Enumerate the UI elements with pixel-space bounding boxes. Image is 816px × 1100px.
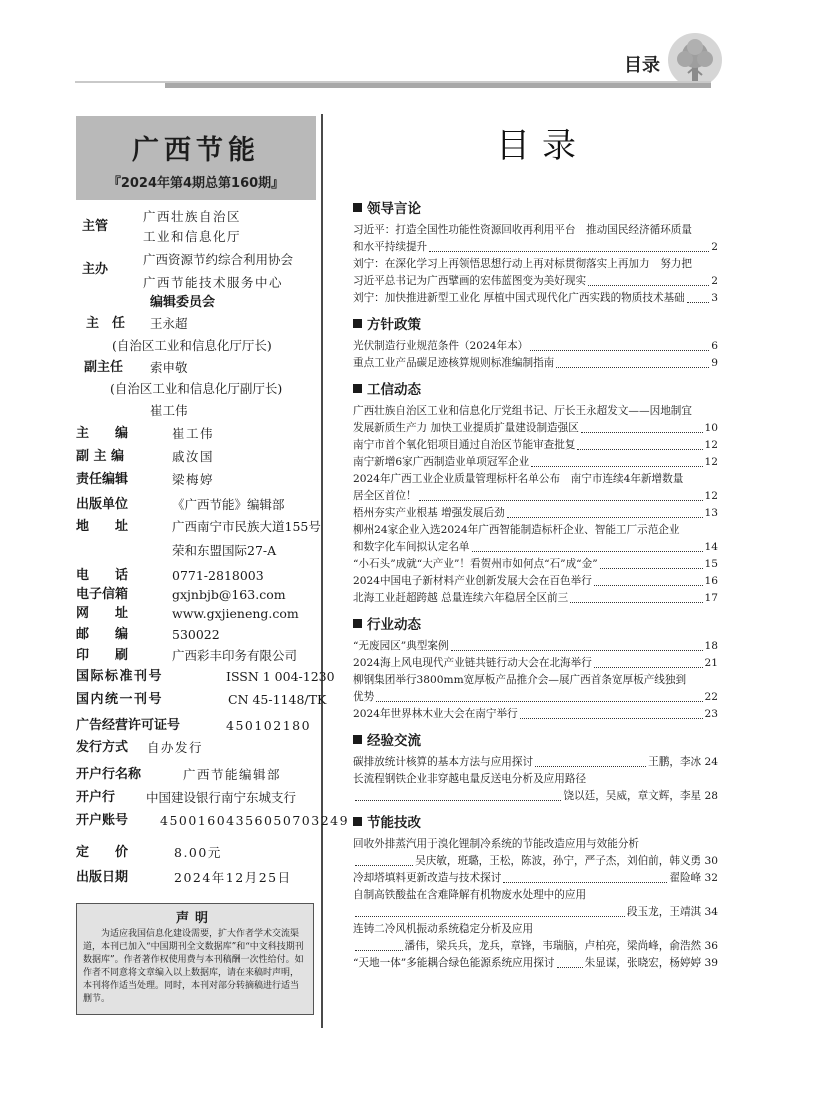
toc-entry-row	[353, 273, 718, 290]
toc-entry[interactable]	[353, 556, 718, 573]
toc-entry-title: 冷却塔填料更新改造与技术探讨	[353, 872, 502, 884]
toc-entry-row	[353, 638, 718, 655]
vice-director-label: 副主任	[84, 360, 124, 375]
toc-entry[interactable]	[353, 222, 718, 256]
toc-entry[interactable]	[353, 437, 718, 454]
dot-leader	[556, 355, 709, 368]
toc-entry-title: 和水平持续提升	[353, 241, 428, 253]
toc-entry-row	[353, 505, 718, 522]
toc-entry-page: 翟险峰 32	[669, 872, 718, 884]
toc-entry-title-line: 柳州24家企业入选2024年广西智能制造标杆企业、智能工厂示范企业	[353, 524, 680, 536]
dot-leader	[557, 955, 583, 968]
address-line2: 荣和东盟国际27-A	[172, 543, 277, 558]
toc-entry[interactable]	[353, 638, 718, 655]
publisher-value: 《广西节能》编辑部	[172, 497, 285, 512]
vice-director-title-1: (自治区工业和信息化厅副厅长)	[110, 381, 283, 396]
toc-entry-page: 10	[704, 422, 718, 434]
address-label: 地 址	[76, 519, 129, 534]
toc-entry-page: 王鹏，李冰 24	[648, 756, 718, 768]
toc-entry-row	[353, 539, 718, 556]
cn-label: 国内统一刊号	[76, 692, 164, 707]
toc-entry-row	[353, 556, 718, 573]
toc-section-title: 行业动态	[367, 617, 421, 633]
toc-entry-page: 12	[704, 456, 718, 468]
toc-section-heading	[353, 730, 718, 752]
toc-entry-page: 13	[704, 507, 718, 519]
dot-leader	[355, 904, 625, 917]
toc-section	[353, 198, 718, 307]
postcode-label: 邮 编	[76, 627, 129, 642]
square-bullet-icon	[353, 735, 362, 744]
editor-value: 崔工伟	[172, 426, 215, 441]
publish-date-label: 出版日期	[76, 870, 129, 885]
square-bullet-icon	[353, 384, 362, 393]
toc-entry-row	[353, 338, 718, 355]
toc-entry[interactable]	[353, 955, 718, 972]
zhuban-line2: 广西节能技术服务中心	[143, 275, 284, 290]
toc-entry-row	[353, 290, 718, 307]
toc-title: 目录	[496, 126, 588, 166]
square-bullet-icon	[353, 319, 362, 328]
dot-leader	[535, 754, 646, 767]
toc-entry-row	[353, 689, 718, 706]
toc-entry-row	[353, 355, 718, 372]
zhuguan-line2: 工业和信息化厅	[143, 229, 242, 244]
toc-entry-title-line: 广西壮族自治区工业和信息化厅党组书记、厅长王永超发文——因地制宜	[353, 405, 692, 417]
responsible-editor-label: 责任编辑	[76, 472, 129, 487]
responsible-editor-value: 梁梅婷	[172, 472, 215, 487]
toc-entry-page: 23	[704, 708, 718, 720]
editor-label: 主 编	[76, 426, 129, 441]
publish-date-value: 2024年12月25日	[174, 870, 292, 885]
dot-leader	[355, 788, 561, 801]
toc-entry[interactable]	[353, 836, 718, 870]
dot-leader	[570, 590, 702, 603]
dot-leader	[429, 239, 709, 252]
toc-entry[interactable]	[353, 290, 718, 307]
toc-entry-page: 16	[704, 575, 718, 587]
dot-leader	[594, 655, 703, 668]
dot-leader	[419, 488, 703, 501]
toc-entry-row	[353, 420, 718, 437]
toc-entry-row	[353, 488, 718, 505]
price-label: 定 价	[76, 845, 129, 860]
toc-entry-title: 优势	[353, 691, 375, 703]
square-bullet-icon	[353, 203, 362, 212]
toc-entry-page: 段玉龙，王靖淇 34	[626, 906, 718, 918]
bank-name-label: 开户行名称	[76, 767, 142, 782]
dot-leader	[594, 573, 703, 586]
dot-leader	[507, 505, 703, 518]
issn-label: 国际标准刊号	[76, 669, 164, 684]
dot-leader	[600, 556, 703, 569]
magazine-title: 广西节能	[132, 135, 260, 166]
director-name: 王永超	[150, 316, 188, 331]
toc-entry-title: 碳排放统计核算的基本方法与应用探讨	[353, 756, 534, 768]
square-bullet-icon	[353, 817, 362, 826]
director-title: (自治区工业和信息化厅厅长)	[112, 338, 272, 353]
toc-section-title: 经验交流	[367, 733, 421, 749]
deputy-editor-value: 戚汝国	[172, 449, 215, 464]
toc-entry-row	[353, 454, 718, 471]
toc-entry[interactable]	[353, 590, 718, 607]
notice-box	[76, 903, 314, 1015]
toc-entry-row	[353, 655, 718, 672]
toc-entry-page: 饶以廷，吴威，章文辉，李星 28	[563, 790, 718, 802]
toc-entry-title: 2024年世界林木业大会在南宁举行	[353, 708, 518, 720]
toc-entry-row	[353, 754, 718, 771]
toc-entry[interactable]	[353, 672, 718, 706]
toc-entry-title: “小石头”成就“大产业”！看贺州市如何点“石”成“金”	[353, 558, 598, 570]
website-value: www.gxjieneng.com	[172, 606, 299, 621]
notice-body: 为适应我国信息化建设需要，扩大作者学术交流渠道，本刊已加入“中国期刊全文数据库”和“中文科技期刊数据库”。作者著作权使用费与本刊稿酬一次性给付。如作者不同意将文章编入以上数据库，请在来稿时声明，本刊将作适当处理。同时，本刊对部分转摘稿进行适当删节。	[83, 929, 304, 1004]
toc-entry-title: 2024中国电子新材料产业创新发展大会在百色举行	[353, 575, 592, 587]
toc-entry-page: 9	[711, 357, 718, 369]
toc-entry-row	[353, 706, 718, 723]
toc-entry-title: 习近平总书记为广西擘画的宏伟蓝图变为美好现实	[353, 275, 587, 287]
toc-entry-page: 15	[704, 558, 718, 570]
phone-label: 电 话	[76, 568, 129, 583]
toc-entry-page: 12	[704, 439, 718, 451]
toc-entry-title: 重点工业产品碳足迹核算规则标准编制指南	[353, 357, 555, 369]
dot-leader	[472, 539, 703, 552]
dot-leader	[577, 437, 702, 450]
toc-entry-title: 南宁新增6家广西制造业单项冠军企业	[353, 456, 530, 468]
vice-director-name-2: 崔工伟	[150, 403, 188, 418]
distribution-value: 自办发行	[147, 740, 204, 755]
toc-entry-row	[353, 437, 718, 454]
toc-entry-page: 2	[711, 241, 718, 253]
ad-license-value: 450102180	[226, 718, 312, 733]
toc-section-title: 领导言论	[367, 201, 421, 217]
toc-entry-page: 3	[711, 292, 718, 304]
toc-section-title: 工信动态	[367, 382, 421, 398]
price-value: 8.00元	[174, 845, 222, 860]
toc-entry-title: 和数字化车间拟认定名单	[353, 541, 470, 553]
toc-entry[interactable]	[353, 338, 718, 355]
toc-section	[353, 730, 718, 805]
toc-entry[interactable]	[353, 355, 718, 372]
toc-entry[interactable]	[353, 771, 718, 805]
toc-section	[353, 614, 718, 723]
toc-entry-title: 2024海上风电现代产业链共链行动大会在北海举行	[353, 657, 592, 669]
dot-leader	[451, 638, 703, 651]
masthead	[76, 116, 316, 200]
toc-entry-page: 朱显谋，张晓宏，杨婷婷 39	[584, 957, 718, 969]
toc-entry[interactable]	[353, 706, 718, 723]
toc-entry-row	[353, 239, 718, 256]
dot-leader	[503, 870, 667, 883]
toc-entry-row	[353, 788, 718, 805]
website-label: 网 址	[76, 606, 129, 621]
tree-icon	[668, 33, 722, 87]
toc-entry-row	[353, 938, 718, 955]
printer-value: 广西彩丰印务有限公司	[172, 648, 298, 663]
cn-value: CN 45-1148/TK	[228, 692, 327, 707]
toc-entry-title-line: 连铸二冷风机振动系统稳定分析及应用	[353, 923, 534, 935]
toc-entry[interactable]	[353, 522, 718, 556]
column-divider	[321, 114, 323, 1028]
toc-entry-row	[353, 573, 718, 590]
toc-entry-page: 潘伟，梁兵兵，龙兵，章锋，韦瑞脑，卢柏亮，梁尚峰，俞浩然 36	[404, 940, 718, 952]
toc-entry-title: 居全区首位！	[353, 490, 417, 502]
toc-section-heading	[353, 379, 718, 401]
toc-entry-page: 18	[704, 640, 718, 652]
toc-entry[interactable]	[353, 573, 718, 590]
toc-entry[interactable]	[353, 754, 718, 771]
publisher-label: 出版单位	[76, 497, 129, 512]
toc-entry-title: “无废园区”典型案例	[353, 640, 449, 652]
dot-leader	[581, 420, 703, 433]
dot-leader	[531, 454, 702, 467]
toc-entry-title-line: 刘宁：在深化学习上再领悟思想行动上再对标贯彻落实上再加力 努力把	[353, 258, 692, 270]
zhuguan-line1: 广西壮族自治区	[143, 209, 242, 224]
toc-entry-title-line: 长流程钢铁企业非穿越电量反送电分析及应用路径	[353, 773, 587, 785]
header-label: 目录	[624, 55, 660, 76]
toc-entry[interactable]	[353, 454, 718, 471]
toc-list	[353, 198, 718, 972]
toc-entry-page: 21	[704, 657, 718, 669]
email-value: gxjnbjb@163.com	[172, 587, 286, 602]
toc-entry-page: 2	[711, 275, 718, 287]
printer-label: 印 刷	[76, 648, 129, 663]
distribution-label: 发行方式	[76, 740, 129, 755]
dot-leader	[520, 706, 703, 719]
toc-entry-row	[353, 590, 718, 607]
toc-entry-title-line: 回收外排蒸汽用于溴化锂制冷系统的节能改造应用与效能分析	[353, 838, 640, 850]
dot-leader	[376, 689, 702, 702]
toc-entry-row	[353, 853, 718, 870]
zhuban-line1: 广西资源节约综合利用协会	[143, 252, 294, 267]
header-rule-thick	[165, 83, 711, 88]
dot-leader	[355, 938, 403, 951]
toc-entry-title: “天地一体”多能耦合绿色能源系统应用探讨	[353, 957, 555, 969]
bank-label: 开户行	[76, 790, 116, 805]
toc-entry[interactable]	[353, 471, 718, 505]
toc-entry-title-line: 习近平：打造全国性功能性资源回收再利用平台 推动国民经济循环质量	[353, 224, 692, 236]
email-label: 电子信箱	[76, 587, 129, 602]
dot-leader	[588, 273, 709, 286]
toc-entry-title: 南宁市首个氧化铝项目通过自治区节能审查批复	[353, 439, 576, 451]
ad-license-label: 广告经营许可证号	[76, 718, 181, 733]
toc-entry[interactable]	[353, 921, 718, 955]
toc-entry-title: 发展新质生产力 加快工业提质扩量建设制造强区	[353, 422, 579, 434]
toc-section-heading	[353, 614, 718, 636]
toc-section-title: 方针政策	[367, 317, 421, 333]
toc-entry[interactable]	[353, 403, 718, 437]
account-value: 45001604356050703249	[160, 813, 350, 828]
toc-entry-title-line: 2024年广西工业企业质量管理标杆名单公布 南宁市连续4年新增数量	[353, 473, 684, 485]
address-line1: 广西南宁市民族大道155号	[172, 519, 321, 534]
dot-leader	[355, 853, 413, 866]
toc-entry-page: 17	[704, 592, 718, 604]
notice-title: 声明	[175, 911, 214, 926]
toc-entry-row	[353, 955, 718, 972]
toc-section-title: 节能技改	[367, 815, 421, 831]
toc-entry-page: 6	[711, 340, 718, 352]
square-bullet-icon	[353, 619, 362, 628]
toc-entry-page: 22	[704, 691, 718, 703]
toc-entry-row	[353, 870, 718, 887]
toc-entry-row	[353, 904, 718, 921]
bank-name-value: 广西节能编辑部	[183, 767, 282, 782]
toc-section-heading	[353, 314, 718, 336]
toc-section	[353, 314, 718, 372]
deputy-editor-label: 副 主 编	[76, 449, 125, 464]
toc-entry[interactable]	[353, 887, 718, 921]
toc-entry-title: 光伏制造行业规范条件（2024年本）	[353, 340, 529, 352]
toc-entry-title: 北海工业赶超跨越 总量连续六年稳居全区前三	[353, 592, 569, 604]
toc-entry-page: 吴庆敏，班璐，王松，陈波，孙宁，严子杰，刘伯前，韩义勇 30	[415, 855, 718, 867]
toc-section-heading	[353, 812, 718, 834]
director-label: 主 任	[86, 316, 126, 331]
toc-entry[interactable]	[353, 256, 718, 290]
postcode-value: 530022	[172, 627, 220, 642]
toc-entry[interactable]	[353, 655, 718, 672]
dot-leader	[530, 338, 709, 351]
magazine-issue: 『2024年第4期总第160期』	[107, 176, 285, 191]
account-label: 开户账号	[76, 813, 129, 828]
zhuguan-label: 主管	[82, 219, 109, 234]
toc-entry-title: 刘宁：加快推进新型工业化 厚植中国式现代化广西实践的物质技术基础	[353, 292, 685, 304]
toc-section	[353, 812, 718, 972]
bank-value: 中国建设银行南宁东城支行	[146, 790, 297, 805]
vice-director-name-1: 索申敬	[150, 360, 188, 375]
toc-entry[interactable]	[353, 505, 718, 522]
toc-entry-title: 梧州夯实产业根基 增强发展后劲	[353, 507, 505, 519]
toc-entry-title-line: 柳钢集团举行3800mm宽厚板产品推介会—展广西首条宽厚板产线独到	[353, 674, 687, 686]
toc-entry[interactable]	[353, 870, 718, 887]
toc-section	[353, 379, 718, 607]
toc-section-heading	[353, 198, 718, 220]
issn-value: ISSN 1 004-1230	[226, 669, 335, 684]
toc-entry-page: 14	[704, 541, 718, 553]
toc-entry-title-line: 自制高铁酸盐在含难降解有机物废水处理中的应用	[353, 889, 587, 901]
zhuban-label: 主办	[82, 262, 109, 277]
dot-leader	[687, 290, 709, 303]
phone-value: 0771-2818003	[172, 568, 264, 583]
committee-heading: 编辑委员会	[150, 295, 216, 310]
toc-entry-page: 12	[704, 490, 718, 502]
